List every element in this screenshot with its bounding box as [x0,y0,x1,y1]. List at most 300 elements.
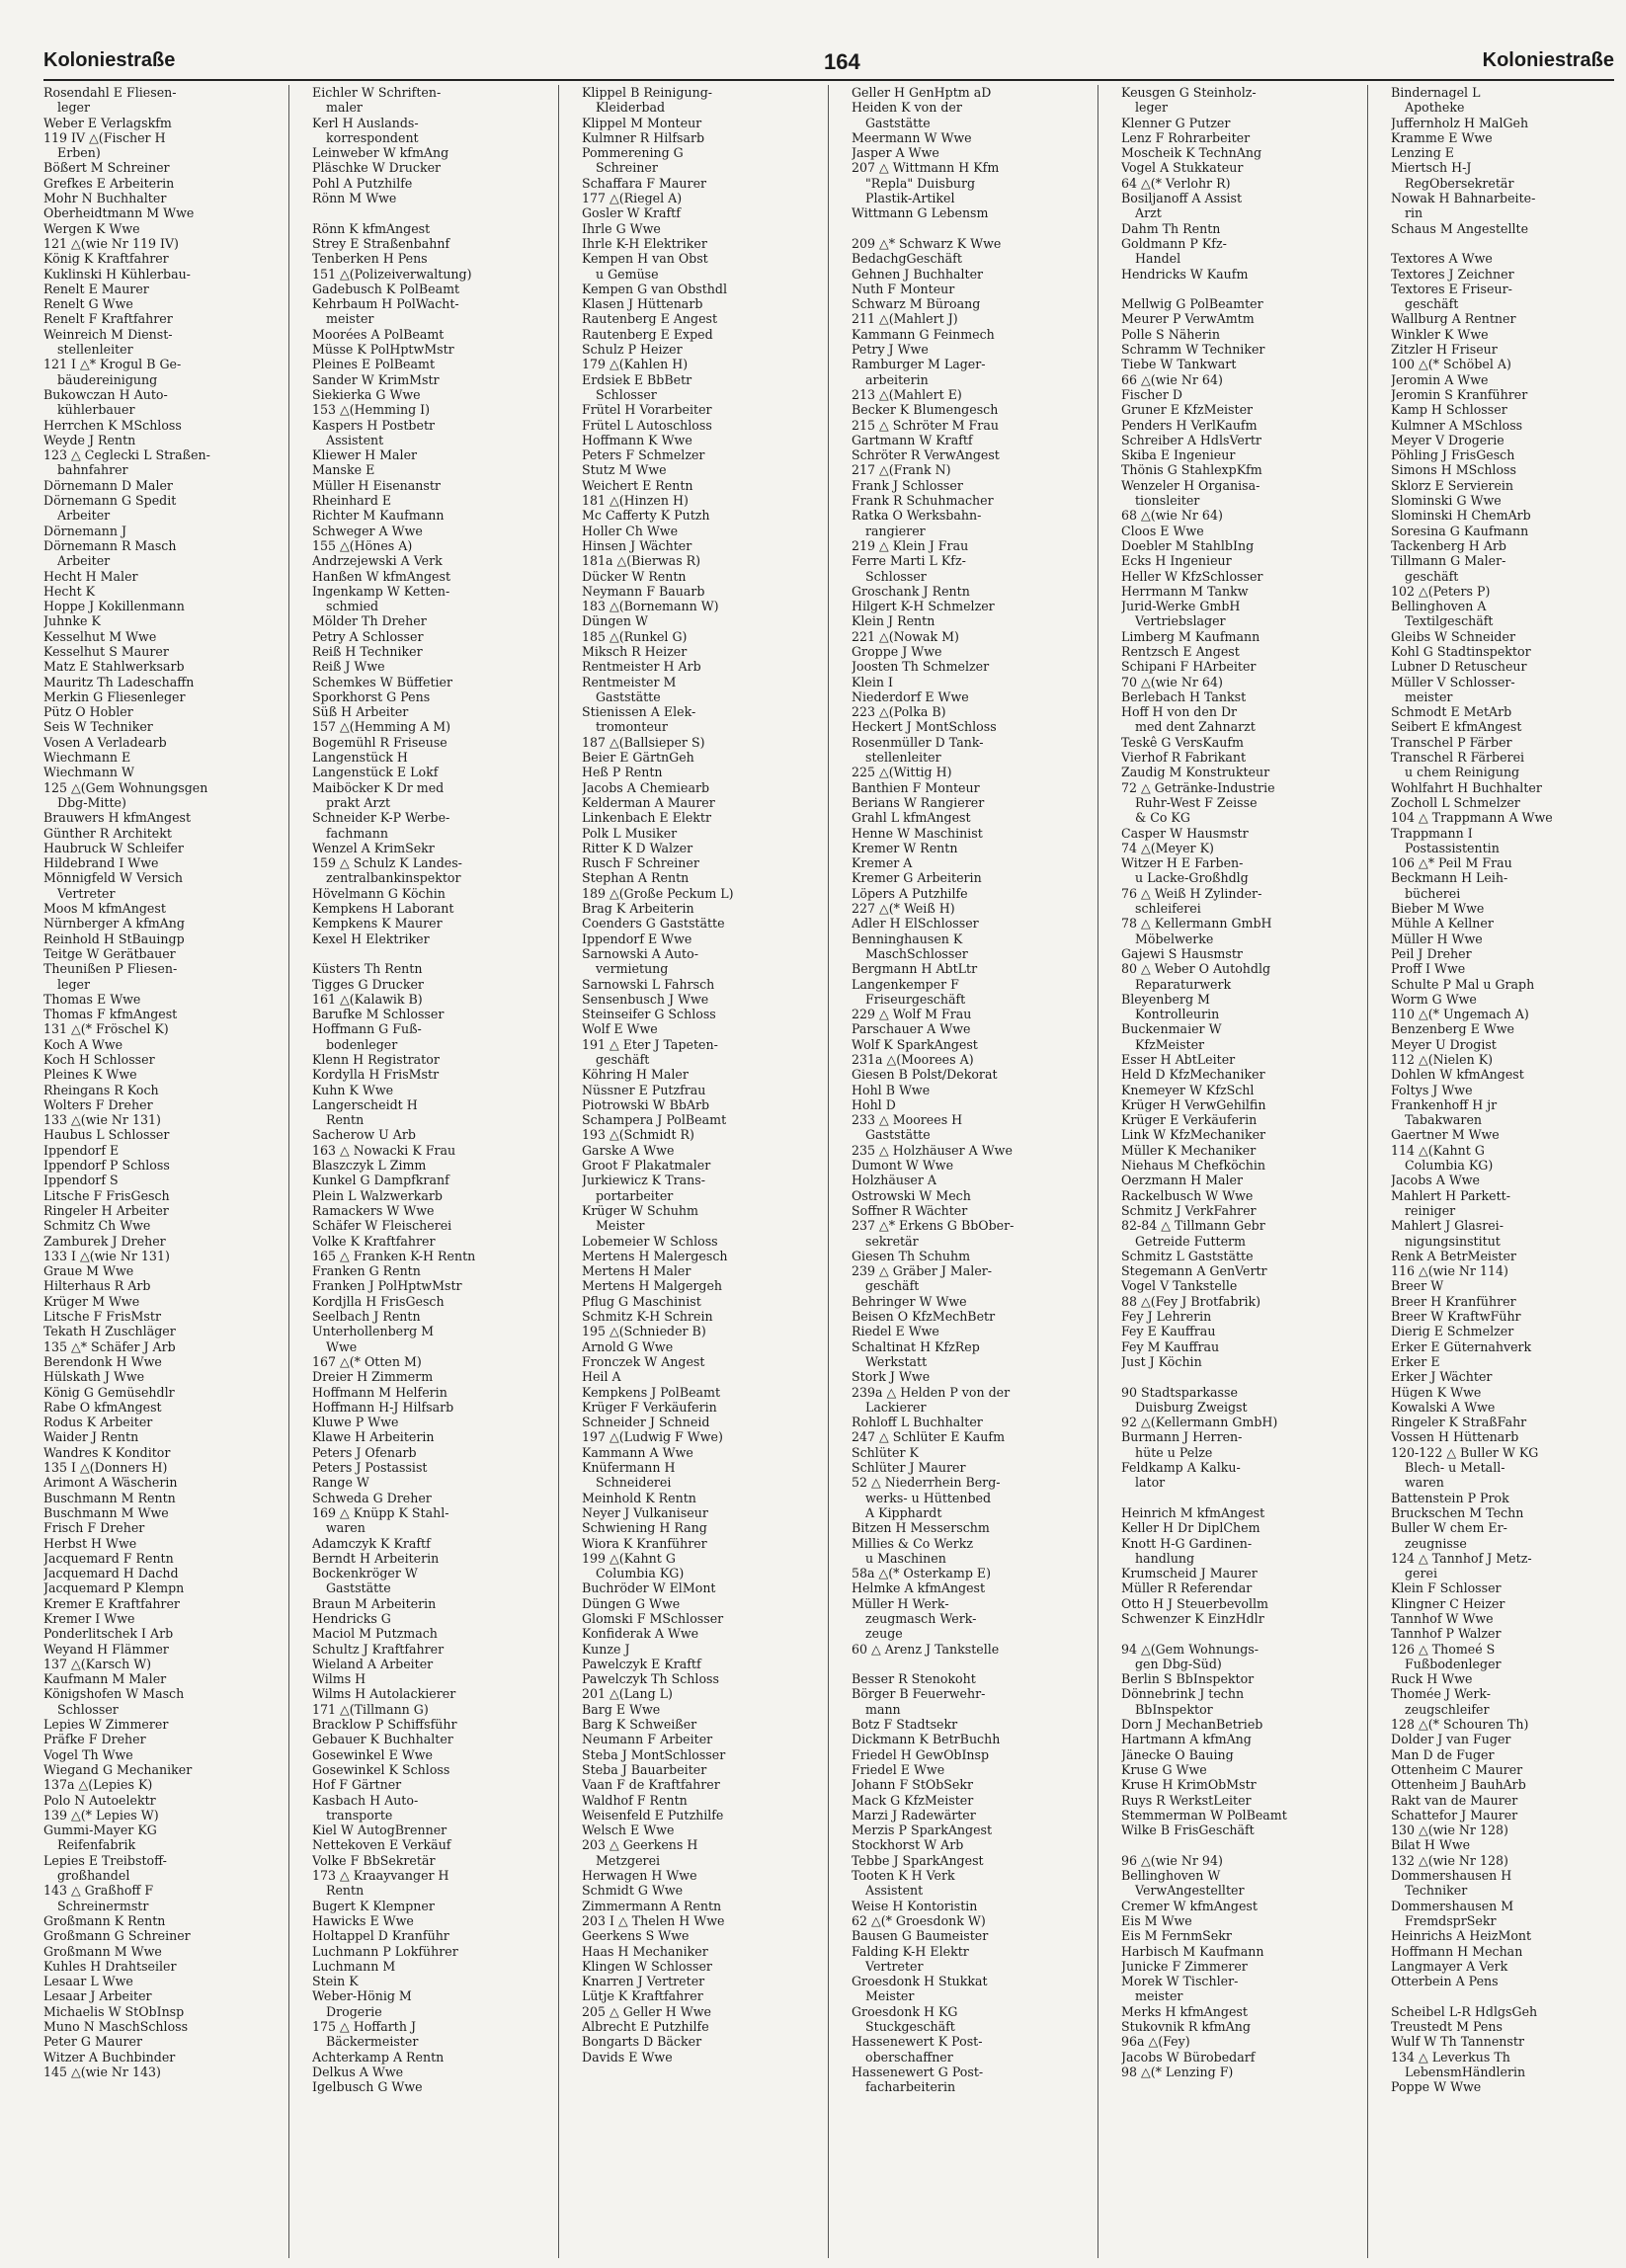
directory-entry-line: Jasper A Wwe [852,145,939,161]
directory-entry-line: 137a △(Lepies K) [43,1777,153,1793]
directory-entry-line: Niehaus M Chefköchin [1121,1158,1265,1174]
directory-entry-line: Ruck H Wwe [1391,1671,1473,1687]
directory-entry-line: prakt Arzt [326,794,391,810]
directory-entry-line: Lesaar L Wwe [43,1974,133,1989]
directory-entry-line: Stephan A Rentn [582,870,690,886]
directory-entry-line: arbeiterin [865,371,929,387]
directory-entry-line: 237 △* Erkens G BbOber- [852,1218,1015,1234]
directory-entry-line: Kremer I Wwe [43,1610,135,1626]
directory-entry-line: Polo N Autoelektr [43,1792,156,1808]
directory-entry-line: Tillmann G Maler- [1391,553,1506,569]
directory-entry-line: Geller H GenHptm aD [852,85,992,100]
directory-entry-line: Groschank J Rentn [852,583,970,599]
directory-entry-line: Maiböcker K Dr med [312,779,445,795]
directory-entry-line: Bruckschen M Techn [1391,1504,1524,1520]
directory-entry-line: Pohl A Putzhilfe [312,175,413,191]
directory-entry-line: Getreide Futterm [1135,1233,1246,1249]
directory-entry-line: Miertsch H-J [1391,160,1472,176]
directory-entry-line: Wieland A Arbeiter [312,1656,434,1671]
directory-entry-line: Wenzel A KrimSekr [312,840,435,855]
directory-entry-line: Schwenzer K EinzHdlr [1121,1610,1264,1626]
directory-entry-line: Columbia KG) [1405,1158,1494,1174]
directory-entry-line: Erben) [57,145,101,161]
directory-entry-line: Müller K Mechaniker [1121,1142,1257,1158]
directory-entry-line: Krüger W Schuhm [582,1202,698,1218]
directory-entry-line: Vogel Th Wwe [43,1746,133,1762]
directory-entry-line: Beckmann H Leih- [1391,870,1508,886]
directory-entry-line: Eis M FernmSekr [1121,1928,1232,1944]
directory-entry-line: 235 △ Holzhäuser A Wwe [852,1142,1013,1158]
directory-entry-line: Steinseifer G Schloss [582,1007,716,1022]
directory-entry-line: Schlosser [57,1701,119,1717]
directory-entry-line: König G Gemüsehdlr [43,1384,175,1400]
directory-entry-line [1391,1988,1614,2003]
directory-entry-line: Barg K Schweißer [582,1717,697,1733]
directory-entry-line: Heil A [582,1369,621,1385]
directory-entry-line: Proff I Wwe [1391,961,1466,977]
directory-entry-line: Frank R Schuhmacher [852,493,994,509]
directory-entry-line: Juhnke K [43,613,101,629]
directory-entry-line: Tannhof P Walzer [1391,1626,1502,1642]
header-rule [43,79,1614,81]
directory-entry-line: Vogel V Tankstelle [1121,1278,1238,1294]
column-2 [312,85,535,2258]
directory-entry-line: Kremer W Rentn [852,840,958,855]
directory-entry-line: Waldhof F Rentn [582,1792,688,1808]
directory-entry-line: Peter G Maurer [43,2034,142,2050]
directory-entry-line: Mahlert H Parkett- [1391,1187,1510,1203]
directory-entry-line: Wwe [326,1338,358,1354]
directory-entry-line: Frank J Schlosser [852,477,963,493]
directory-entry-line: Mohr N Buchhalter [43,191,167,206]
directory-entry-line: 139 △(* Lepies W) [43,1807,159,1822]
directory-entry-line: 76 △ Weiß H Zylinder- [1121,885,1262,901]
directory-entry-line: Schmodt E MetArb [1391,704,1512,720]
directory-entry-line: RegObersekretär [1405,175,1514,191]
directory-entry-line: Rentn [326,1112,365,1128]
directory-entry-line: Kluwe P Wwe [312,1415,399,1430]
directory-entry-line: Kruse G Wwe [1121,1761,1207,1777]
directory-entry-line: Blaszczyk L Zimm [312,1158,427,1174]
directory-entry-line: Hassenewert G Post- [852,2064,984,2079]
directory-entry-line: Apotheke [1405,100,1465,116]
directory-entry-line: Textores J Zeichner [1391,266,1514,282]
directory-entry-line: Pütz O Hobler [43,704,133,720]
directory-entry-line: Winkler K Wwe [1391,326,1489,342]
directory-entry-line: 225 △(Wittig H) [852,765,952,780]
directory-entry-line: Müller R Referendar [1121,1580,1253,1596]
directory-entry-line: Lenzing E [1391,145,1454,161]
directory-entry-line: Hoffmann G Fuß- [312,1021,422,1037]
directory-entry-line: BbInspektor [1135,1701,1213,1717]
directory-entry-line: Richter M Kaufmann [312,508,445,524]
directory-entry-line: Nettekoven E Verkäuf [312,1837,451,1853]
directory-entry-line: Hendricks G [312,1610,391,1626]
directory-entry-line: Kempkens H Laborant [312,901,454,917]
directory-entry-line: Schmitz L Gaststätte [1121,1248,1254,1263]
directory-entry-line: Heß P Rentn [582,765,663,780]
directory-entry-line: Besser R Stenokoht [852,1671,976,1687]
directory-entry-line: Hendricks W Kaufm [1121,266,1249,282]
directory-entry-line: Klingner C Heizer [1391,1595,1505,1611]
directory-entry-line: Gosler W Kraftf [582,205,681,221]
directory-entry-line: 80 △ Weber O Autohdlg [1121,961,1271,977]
directory-entry-line: Duisburg Zweigst [1135,1399,1248,1415]
directory-entry-line: schleiferei [1135,901,1201,917]
directory-entry-line: Klenn H Registrator [312,1052,440,1067]
directory-entry-line: Gadebusch K PolBeamt [312,281,460,296]
directory-entry-line: Hoffmann M Helferin [312,1384,447,1400]
directory-entry-line: Börger B Feuerwehr- [852,1686,986,1702]
directory-entry-line: 119 IV △(Fischer H [43,129,166,145]
directory-entry-line: Volke K Kraftfahrer [312,1233,436,1249]
directory-entry-line: Wolters F Dreher [43,1096,153,1112]
directory-entry-line: lator [1135,1475,1166,1491]
directory-entry-line: Vertreter [57,885,116,901]
directory-entry-line: Nuth F Monteur [852,281,955,296]
directory-entry-line: Merzis P SparkAngest [852,1822,993,1838]
directory-entry-line: med dent Zahnarzt [1135,719,1256,735]
directory-entry-line: Vierhof R Fabrikant [1121,750,1247,766]
directory-entry-line: Tannhof W Wwe [1391,1610,1494,1626]
directory-entry-line: Schweger A Wwe [312,523,423,538]
directory-entry-line: Peters J Postassist [312,1460,428,1476]
directory-entry-line: Sensenbusch J Wwe [582,991,709,1007]
directory-entry-line: Mölder Th Dreher [312,613,427,629]
directory-entry-line: Lütje K Kraftfahrer [582,1988,703,2004]
directory-entry-line: Merks H kfmAngest [1121,2003,1248,2019]
directory-entry-line: Groppe J Wwe [852,643,942,659]
directory-entry-line: Kerl H Auslands- [312,115,419,130]
directory-entry-line: Dbg-Mitte) [57,794,126,810]
directory-entry-line: Koch H Schlosser [43,1052,155,1067]
directory-entry-line: meister [1135,1988,1183,2004]
directory-entry-line: Berndt H Arbeiterin [312,1550,440,1566]
directory-entry-line: kühlerbauer [57,402,135,418]
directory-entry-line: Wilms H [312,1671,366,1687]
directory-entry-line: LebensmHändlerin [1405,2064,1526,2079]
directory-entry-line: Berlin S BbInspektor [1121,1671,1255,1687]
directory-entry-line: Grefkes E Arbeiterin [43,175,175,191]
directory-entry-line: 153 △(Hemming I) [312,402,431,418]
directory-entry-line: A Kipphardt [865,1504,942,1520]
directory-entry-line: 177 △(Riegel A) [582,191,683,206]
directory-entry-line: Morek W Tischler- [1121,1974,1239,1989]
directory-entry-line: Sander W KrimMstr [312,371,440,387]
directory-entry-line: Fronczek W Angest [582,1353,705,1369]
directory-entry-line: 133 △(wie Nr 131) [43,1112,161,1128]
directory-entry-line: 231a △(Moorees A) [852,1052,974,1067]
directory-entry-line: Wenzeler H Organisa- [1121,477,1260,493]
directory-entry-line: 203 △ Geerkens H [582,1837,698,1853]
directory-entry-line: nigungsinstitut [1405,1233,1501,1249]
directory-entry-line: Niederdorf E Wwe [852,688,969,704]
directory-entry-line: 219 △ Klein J Frau [852,537,969,553]
directory-entry-line: Hecht H Maler [43,568,138,584]
directory-entry-line: Tabakwaren [1405,1112,1483,1128]
directory-entry-line: Pläschke W Drucker [312,160,442,176]
directory-entry-line: Wiechmann E [43,750,131,766]
directory-entry-line [1121,1369,1344,1384]
directory-entry-line: zeuge [865,1626,903,1642]
directory-entry-line: Herrmann M Tankw [1121,583,1249,599]
directory-entry-line: handlung [1135,1550,1195,1566]
directory-entry-line: Transchel R Färberei [1391,750,1525,766]
directory-entry-line: 239a △ Helden P von der [852,1384,1011,1400]
directory-entry-line: 167 △(* Otten M) [312,1353,422,1369]
directory-entry-line: Luchmann P Lokführer [312,1943,458,1959]
directory-entry-line: Meister [596,1218,645,1234]
directory-entry-line: Luchmann M [312,1958,396,1974]
directory-entry-line: Frankenhoff H jr [1391,1096,1498,1112]
directory-entry-line: Kliewer H Maler [312,447,418,463]
directory-entry-line: Franken G Rentn [312,1263,421,1279]
street-name-left: Koloniestraße [43,49,176,71]
directory-entry-line: Wulf W Th Tannenstr [1391,2034,1524,2050]
directory-entry-line: Kuhles H Drahtseiler [43,1958,177,1974]
directory-entry-line: Renelt F Kraftfahrer [43,311,173,327]
directory-entry-line: Ippendorf P Schloss [43,1158,170,1174]
directory-entry-line: Schulz P Heizer [582,342,683,358]
directory-entry-line: 121 I △* Krogul B Ge- [43,357,182,372]
directory-entry-line: Langenkemper F [852,976,959,992]
directory-entry-line: Braun M Arbeiterin [312,1595,437,1611]
directory-entry-line: Brag K Arbeiterin [582,901,694,917]
directory-entry-line: Waider J Rentn [43,1429,139,1445]
directory-entry-line: Link W KfzMechaniker [1121,1127,1266,1143]
directory-entry-line: Hülskath J Wwe [43,1369,145,1385]
directory-entry-line: Kohl G Stadtinspektor [1391,643,1531,659]
directory-entry-line: Benninghausen K [852,931,963,946]
directory-entry-line: Stienissen A Elek- [582,704,696,720]
directory-entry-line: Bukowczan H Auto- [43,386,168,402]
directory-entry-line: meister [326,311,374,327]
directory-entry-line: meister [1405,688,1453,704]
directory-entry-line: Keller H Dr DiplChem [1121,1520,1260,1536]
directory-entry-line: Gajewi S Hausmstr [1121,945,1243,961]
directory-entry-line: schmied [326,599,379,614]
directory-entry-line: Tekath H Zuschläger [43,1324,176,1339]
directory-entry-line: Weber-Hönig M [312,1988,412,2004]
directory-entry-line: Stegemann A GenVertr [1121,1263,1267,1279]
directory-entry-line: 116 △(wie Nr 114) [1391,1263,1508,1279]
directory-entry-line: Barufke M Schlosser [312,1007,445,1022]
directory-entry-line: vermietung [596,961,669,977]
directory-entry-line: Textores E Friseur- [1391,281,1512,296]
directory-entry-line: 60 △ Arenz J Tankstelle [852,1641,1000,1657]
directory-entry-line: Thönis G StahlexpKfm [1121,462,1262,478]
directory-entry-line: Rentn [326,1883,365,1899]
directory-entry-line: Mauritz Th Ladeschaffn [43,674,195,689]
directory-entry-line: Stork J Wwe [852,1369,931,1385]
directory-entry-line: Michaelis W StObInsp [43,2003,185,2019]
directory-entry-line: Vertriebslager [1135,613,1226,629]
directory-entry-line: Heiden K von der [852,100,962,116]
column-divider [828,85,829,2258]
directory-entry-line: Breer W [1391,1278,1444,1294]
directory-entry-line: maler [326,100,363,116]
directory-entry-line: Ramburger M Lager- [852,357,986,372]
directory-entry-line: Herrchen K MSchloss [43,417,182,433]
directory-entry-line: Pleines K Wwe [43,1067,137,1083]
directory-entry-line: Thomée J Werk- [1391,1686,1492,1702]
directory-entry-line: BedachgGeschäft [852,251,962,267]
directory-entry-line: 137 △(Karsch W) [43,1656,152,1671]
directory-entry-line: Litsche F FrisGesch [43,1187,170,1203]
directory-entry-line: Giesen Th Schuhm [852,1248,971,1263]
directory-entry-line: Juffernholz H MalGeh [1391,115,1529,130]
directory-entry-line: Poppe W Wwe [1391,2079,1482,2095]
directory-entry-line: Albrecht E Putzhilfe [582,2019,709,2034]
directory-entry-line: Volke F BbSekretär [312,1852,436,1868]
directory-entry-line: 209 △* Schwarz K Wwe [852,235,1002,251]
directory-entry-line: Linkenbach E Elektr [582,810,712,826]
directory-entry-line: Harbisch M Kaufmann [1121,1943,1264,1959]
directory-entry-line: bücherei [1405,885,1461,901]
directory-entry-line: Rohloff L Buchhalter [852,1415,983,1430]
directory-entry-line: Buschmann M Rentn [43,1490,176,1505]
directory-entry-line: Fey J Lehrerin [1121,1309,1212,1325]
directory-entry-line: 165 △ Franken K-H Rentn [312,1248,476,1263]
directory-entry-line: Bosiljanoff A Assist [1121,191,1243,206]
directory-entry-line: Riedel E Wwe [852,1324,939,1339]
directory-entry-line: Kempkens K Maurer [312,916,443,932]
directory-entry-line: 114 △(Kahnt G [1391,1142,1485,1158]
directory-entry-line: Zaudig M Konstrukteur [1121,765,1270,780]
directory-entry-line: Feldkamp A Kalku- [1121,1460,1241,1476]
directory-entry-line: Kiel W AutogBrenner [312,1822,447,1838]
directory-entry-line: Otterbein A Pens [1391,1974,1499,1989]
directory-entry-line: Mönnigfeld W Versich [43,870,184,886]
directory-entry-line: Kontrolleurin [1135,1007,1220,1022]
directory-entry-line: Schramm W Techniker [1121,342,1265,358]
directory-entry-line: Holtappel D Kranführ [312,1928,449,1944]
directory-entry-line: Stein K [312,1974,359,1989]
directory-entry-line: Adamczyk K Kraftf [312,1535,431,1551]
directory-entry-line: 68 △(wie Nr 64) [1121,508,1223,524]
directory-entry-line: zeugnisse [1405,1535,1467,1551]
directory-entry-line [1121,1626,1344,1641]
directory-entry-line: Gaststätte [865,115,931,130]
directory-entry-line: Joosten Th Schmelzer [852,659,990,675]
directory-entry-line: Kempkens J PolBeamt [582,1384,721,1400]
directory-entry-line: Teskê G VersKaufm [1121,734,1244,750]
directory-entry-line: Kammann A Wwe [582,1444,693,1460]
directory-entry-line: Krüger E Verkäuferin [1121,1112,1258,1128]
directory-entry-line: Slominski G Wwe [1391,493,1502,509]
directory-entry-line: Hildebrand I Wwe [43,855,159,871]
directory-entry-line: Meyer V Drogerie [1391,432,1504,447]
directory-entry-line: Müsse K PolHptwMstr [312,342,454,358]
directory-entry-line: Langerscheidt H [312,1096,418,1112]
directory-entry-line: Kordylla H FrisMstr [312,1067,440,1083]
directory-entry-line: Arimont A Wäscherin [43,1475,178,1491]
directory-entry-line: Schultz J Kraftfahrer [312,1641,445,1657]
directory-entry-line: 135 △* Schäfer J Arb [43,1338,176,1354]
directory-entry-line: Schemkes W Büffetier [312,674,453,689]
directory-entry-line: Wolf K SparkAngest [852,1036,978,1052]
directory-entry-line: Moorées A PolBeamt [312,326,445,342]
directory-entry-line: Buller W chem Er- [1391,1520,1507,1536]
directory-entry-line: Reiß J Wwe [312,659,385,675]
directory-entry-line: 221 △(Nowak M) [852,628,959,644]
directory-entry-line: Sacherow U Arb [312,1127,416,1143]
directory-entry-line: gerei [1405,1566,1438,1581]
directory-entry-line: Meurer P VerwAmtm [1121,311,1255,327]
directory-entry-line: Heinrichs A HeizMont [1391,1928,1532,1944]
directory-entry-line: Metzgerei [596,1852,661,1868]
directory-entry-line: 120-122 △ Buller W KG [1391,1444,1539,1460]
directory-entry-line: 157 △(Hemming A M) [312,719,451,735]
directory-entry-line: Schulte P Mal u Graph [1391,976,1535,992]
directory-entry-line: Gosewinkel K Schloss [312,1761,450,1777]
directory-entry-line: Friedel H GewObInsp [852,1746,990,1762]
directory-entry-line: Hanßen W kfmAngest [312,568,451,584]
directory-entry-line: Renelt G Wwe [43,296,133,312]
directory-entry-line: Jurkiewicz K Trans- [582,1173,705,1188]
directory-entry-line: Rosenmüller D Tank- [852,734,984,750]
directory-entry-line: & Co KG [1135,810,1190,826]
directory-entry-line: Steba J Bauarbeiter [582,1761,707,1777]
directory-entry-line: Rautenberg E Angest [582,311,718,327]
directory-entry-line: 102 △(Peters P) [1391,583,1491,599]
directory-entry-line: Stemmerman W PolBeamt [1121,1807,1287,1822]
directory-entry-line: Jänecke O Bauing [1121,1746,1234,1762]
directory-entry-line: Kulmner R Hilfsarb [582,129,705,145]
directory-entry-line: Treustedt M Pens [1391,2019,1503,2034]
directory-entry-line: Nowak H Bahnarbeite- [1391,191,1536,206]
directory-entry-line: Peters J Ofenarb [312,1444,417,1460]
directory-entry-line: Seis W Techniker [43,719,153,735]
directory-entry-line: Schröter R VerwAngest [852,447,1000,463]
directory-entry-line: Kehrbaum H PolWacht- [312,296,459,312]
directory-entry-line: Kuhn K Wwe [312,1082,394,1097]
directory-entry-line: 96 △(wie Nr 94) [1121,1852,1223,1868]
directory-entry-line: 132 △(wie Nr 128) [1391,1852,1508,1868]
directory-entry-line: Thomas E Wwe [43,991,141,1007]
directory-entry-line: Fischer D [1121,386,1182,402]
directory-entry-line: Soresina G Kaufmann [1391,523,1529,538]
directory-entry-line: 62 △(* Groesdonk W) [852,1912,986,1928]
directory-entry-line: 181a △(Bierwas R) [582,553,701,569]
directory-entry-line: Gaststätte [596,688,661,704]
directory-entry-line: Rakt van de Maurer [1391,1792,1518,1808]
directory-entry-line: Soffner R Wächter [852,1202,968,1218]
directory-entry-line: Bausen G Baumeister [852,1928,989,1944]
directory-entry-line: Dahm Th Rentn [1121,220,1221,236]
directory-entry-line: Sarnowski A Auto- [582,945,698,961]
directory-entry-line: Petry A Schlosser [312,628,424,644]
directory-entry-line: Ippendorf E [43,1142,120,1158]
directory-entry-line: Otto H J Steuerbevollm [1121,1595,1269,1611]
directory-entry-line: Cloos E Wwe [1121,523,1204,538]
directory-entry-line: Dohlen W kfmAngest [1391,1067,1524,1083]
directory-entry-line: Weichert E Rentn [582,477,693,493]
directory-entry-line: Franken J PolHptwMstr [312,1278,462,1294]
directory-entry-line: 183 △(Bornemann W) [582,599,719,614]
directory-entry-line: Delkus A Wwe [312,2064,404,2079]
directory-entry-line: Bracklow P Schiffsführ [312,1717,457,1733]
directory-entry-line: Techniker [1405,1883,1468,1899]
directory-entry-line: Mellwig G PolBeamter [1121,296,1263,312]
directory-entry-line: Neyer J Vulkaniseur [582,1504,708,1520]
directory-entry-line: 112 △(Nielen K) [1391,1052,1494,1067]
column-divider [1367,85,1368,2258]
directory-entry-line: Kordjlla H FrisGesch [312,1293,445,1309]
directory-entry-line: Hoffmann K Wwe [582,432,692,447]
directory-entry-line: bahnfahrer [57,462,128,478]
directory-entry-line: Kempen H van Obst [582,251,708,267]
